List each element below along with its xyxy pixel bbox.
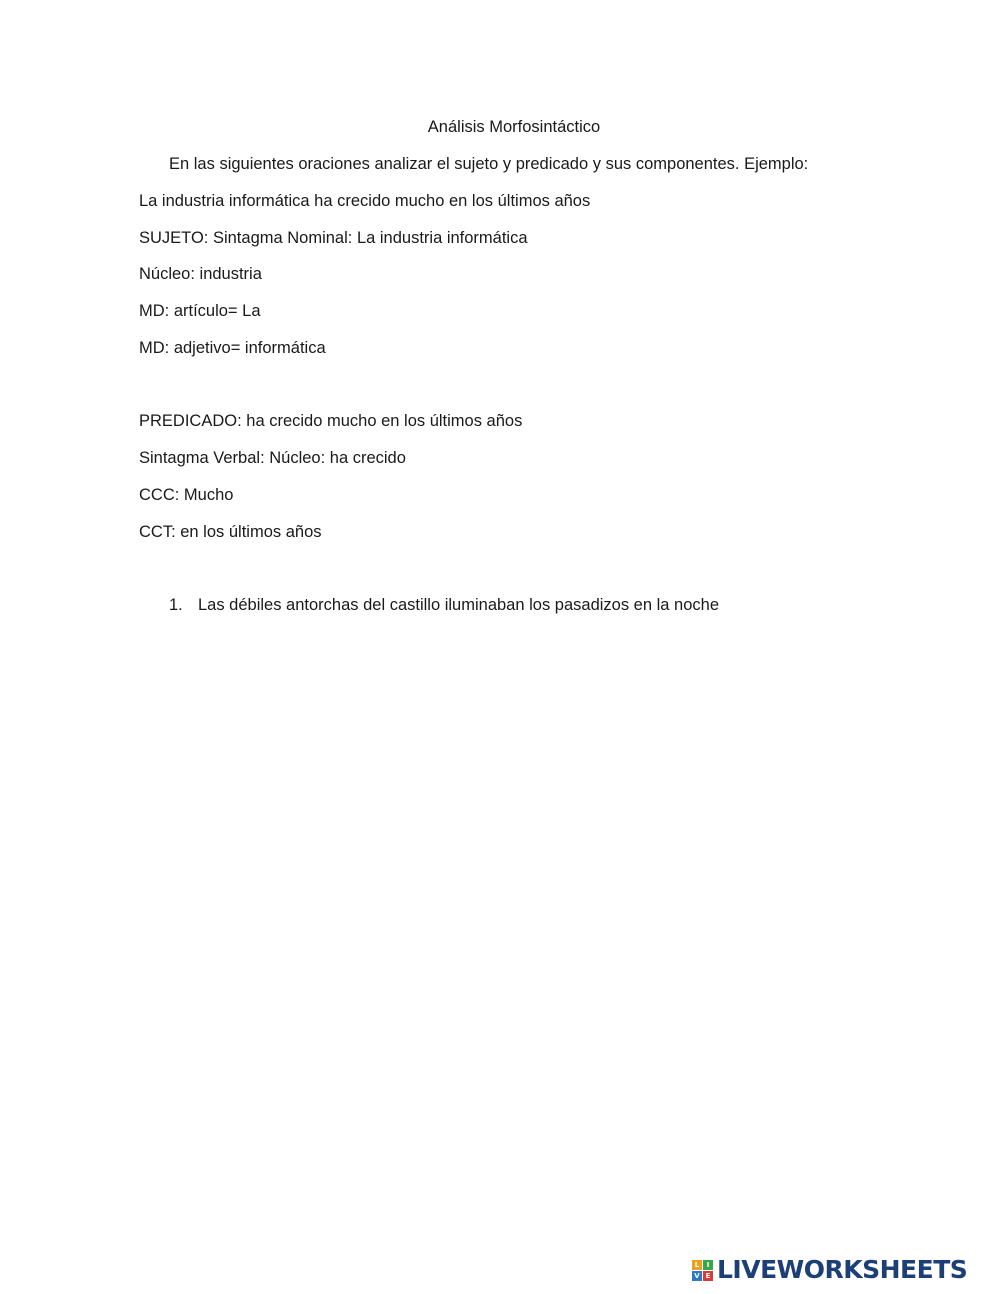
subject-line: SUJETO: Sintagma Nominal: La industria informática <box>139 229 528 247</box>
liveworksheets-logo <box>692 1256 967 1284</box>
exercise-sentence: Las débiles antorchas del castillo iluminaban los pasadizos en la noche <box>198 596 719 614</box>
exercise-item <box>169 595 719 615</box>
ccc-line: CCC: Mucho <box>139 486 234 504</box>
cct-line: CCT: en los últimos años <box>139 523 322 541</box>
nucleus-line: Núcleo: industria <box>139 265 262 283</box>
md-article-line: MD: artículo= La <box>139 302 261 320</box>
verbal-phrase-line: Sintagma Verbal: Núcleo: ha crecido <box>139 449 406 467</box>
instruction-text: En las siguientes oraciones analizar el sujeto y predicado y sus componentes. Ejemplo: <box>169 155 809 173</box>
page-title: Análisis Morfosintáctico <box>427 118 601 136</box>
md-adjective-line: MD: adjetivo= informática <box>139 339 326 357</box>
logo-text: LIVEWORKSHEETS <box>717 1255 968 1284</box>
logo-blocks-icon: L I V E <box>692 1260 713 1281</box>
example-sentence: La industria informática ha crecido mucho en los últimos años <box>139 192 591 210</box>
exercise-number: 1. <box>169 596 183 614</box>
predicate-line: PREDICADO: ha crecido mucho en los últimos años <box>139 412 523 430</box>
